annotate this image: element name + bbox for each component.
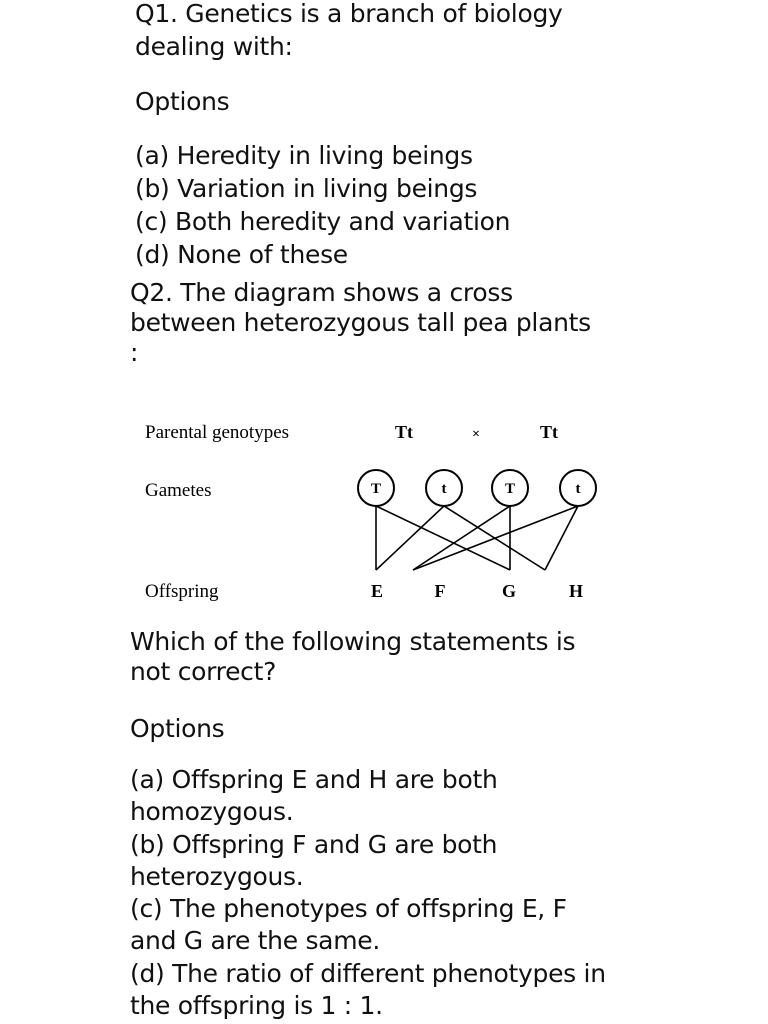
gamete-label: T [370, 481, 382, 497]
question-2-line: between heterozygous tall pea plants [130, 308, 591, 337]
question-1-options-heading: Options [135, 87, 230, 116]
option-d: (d) None of these [135, 240, 348, 269]
option-line: (a) Offspring E and H are both [130, 765, 498, 794]
offspring-f: F [434, 581, 446, 601]
option-a: (a) Heredity in living beings [135, 141, 473, 170]
offspring-g: G [501, 581, 517, 601]
question-1-line: dealing with: [135, 32, 293, 61]
gamete-label: t [575, 481, 581, 497]
question-2-prompt-line: Which of the following statements is [130, 627, 576, 656]
connector-line [376, 506, 510, 570]
question-2 [130, 278, 730, 368]
question-2-line: : [130, 338, 139, 367]
offspring-e: E [370, 581, 384, 601]
gamete-label: T [504, 481, 516, 497]
question-2-options [130, 764, 750, 1022]
connector-line [545, 506, 578, 570]
question-2-prompt [130, 627, 730, 687]
parent-2-genotype: Tt [540, 422, 558, 442]
option-line: (c) The phenotypes of offspring E, F [130, 894, 567, 924]
question-2-options-heading: Options [130, 714, 225, 743]
question-1 [135, 0, 735, 63]
option-c: (c) Both heredity and variation [135, 207, 511, 236]
question-2-prompt-line: not correct? [130, 657, 277, 686]
option-line: (d) The ratio of different phenotypes in [130, 958, 606, 988]
option-line: the offspring is 1 : 1. [130, 991, 383, 1021]
gamete-label: t [441, 481, 447, 497]
connector-line [376, 506, 444, 570]
option-line: (b) Offspring F and G are both [130, 829, 498, 859]
question-2-line: Q2. The diagram shows a cross [130, 278, 513, 307]
parent-1-genotype: Tt [395, 422, 413, 442]
option-line: homozygous. [130, 797, 294, 827]
gametes-label: Gametes [145, 480, 212, 501]
option-line: heterozygous. [130, 861, 304, 891]
parental-genotypes-label: Parental genotypes [145, 422, 290, 443]
question-1-line: Q1. Genetics is a branch of biology [135, 0, 563, 28]
offspring-h: H [568, 581, 584, 601]
genetic-cross-diagram [0, 400, 768, 620]
offspring-label: Offspring [145, 581, 219, 602]
option-line: and G are the same. [130, 926, 380, 956]
question-1-options [135, 139, 735, 271]
cross-symbol: × [472, 427, 480, 442]
option-b: (b) Variation in living beings [135, 174, 478, 203]
